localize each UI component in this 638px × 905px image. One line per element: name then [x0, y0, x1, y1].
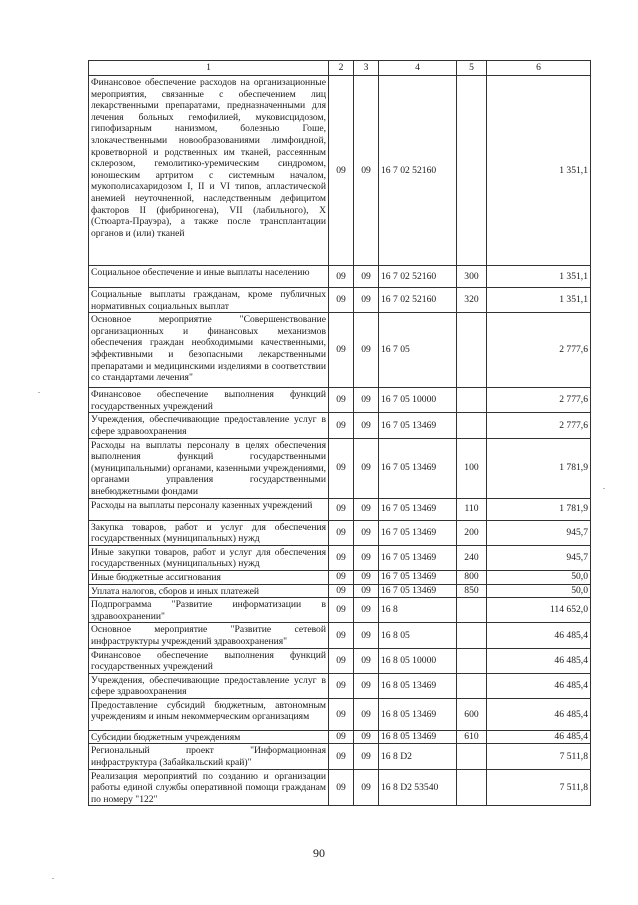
table-row: [89, 570, 591, 584]
item-name-cell: Закупка товаров, работ и услуг для обеспечения государственных (муниципальных) нужд: [89, 520, 329, 545]
item-name-cell: Уплата налогов, сборов и иных платежей: [89, 584, 329, 598]
target-article-cell: 16 7 05 13469: [379, 498, 457, 520]
code-subsection-cell: 09: [354, 730, 379, 744]
amount-cell: 7 511,8: [487, 744, 591, 769]
item-name-cell: Подпрограмма "Развитие информатизации в здравоохранении": [89, 598, 329, 623]
target-article-cell: 16 8 D2: [379, 744, 457, 769]
item-name-cell: Предоставление субсидий бюджетным, автономным учреждениям и иным некоммерческим организациям: [89, 698, 329, 730]
code-subsection-cell: 09: [354, 570, 379, 584]
target-article-cell: 16 8 05 13469: [379, 673, 457, 698]
amount-cell: 7 511,8: [487, 769, 591, 806]
expense-type-cell: 800: [457, 570, 487, 584]
amount-cell: 1 781,9: [487, 438, 591, 498]
item-name-cell: Финансовое обеспечение выполнения функций государственных учреждений: [89, 648, 329, 673]
target-article-cell: 16 8 05 13469: [379, 730, 457, 744]
header-col-3: 3: [354, 61, 379, 76]
code-subsection-cell: 09: [354, 598, 379, 623]
expense-type-cell: 610: [457, 730, 487, 744]
amount-cell: 1 351,1: [487, 288, 591, 313]
table-row: [89, 673, 591, 698]
table-row: [89, 413, 591, 438]
code-section-cell: 09: [329, 648, 354, 673]
header-col-5: 5: [457, 61, 487, 76]
table-row: [89, 598, 591, 623]
amount-cell: 2 777,6: [487, 313, 591, 388]
target-article-cell: 16 7 05 13469: [379, 570, 457, 584]
expense-type-cell: 240: [457, 545, 487, 570]
item-name-cell: Расходы на выплаты персоналу в целях обеспечения выполнения функций государственными (муниципальными) органами, казенными учреждениями, органами управления государственными внебюджетными фондами: [89, 438, 329, 498]
code-section-cell: 09: [329, 520, 354, 545]
code-subsection-cell: 09: [354, 673, 379, 698]
table-row: [89, 288, 591, 313]
target-article-cell: 16 7 05 10000: [379, 388, 457, 413]
expense-type-cell: 200: [457, 520, 487, 545]
code-subsection-cell: 09: [354, 623, 379, 648]
table-row: [89, 520, 591, 545]
code-subsection-cell: 09: [354, 698, 379, 730]
code-subsection-cell: 09: [354, 76, 379, 266]
code-section-cell: 09: [329, 598, 354, 623]
header-col-1: 1: [89, 61, 329, 76]
target-article-cell: 16 7 05 13469: [379, 438, 457, 498]
amount-cell: 50,0: [487, 584, 591, 598]
table-row: [89, 698, 591, 730]
table-row: [89, 76, 591, 266]
code-subsection-cell: 09: [354, 388, 379, 413]
target-article-cell: 16 8 05 13469: [379, 698, 457, 730]
item-name-cell: Региональный проект "Информационная инфраструктура (Забайкальский край)": [89, 744, 329, 769]
expense-type-cell: [457, 648, 487, 673]
amount-cell: 945,7: [487, 520, 591, 545]
budget-table: [88, 60, 591, 806]
code-section-cell: 09: [329, 673, 354, 698]
expense-type-cell: 600: [457, 698, 487, 730]
scan-speck: [38, 392, 40, 393]
code-subsection-cell: 09: [354, 438, 379, 498]
table-row: [89, 769, 591, 806]
amount-cell: 945,7: [487, 545, 591, 570]
expense-type-cell: [457, 598, 487, 623]
item-name-cell: Расходы на выплаты персоналу казенных учреждений: [89, 498, 329, 520]
code-section-cell: 09: [329, 744, 354, 769]
code-section-cell: 09: [329, 438, 354, 498]
code-subsection-cell: 09: [354, 584, 379, 598]
expense-type-cell: [457, 76, 487, 266]
header-col-6: 6: [487, 61, 591, 76]
code-subsection-cell: 09: [354, 545, 379, 570]
item-name-cell: Основное мероприятие "Совершенствование организационных и финансовых механизмов обеспечения граждан необходимыми качественными, эффективными и безопасными лекарственными препаратами и медицинскими изделиями в соответствии со стандартами лечения": [89, 313, 329, 388]
amount-cell: 2 777,6: [487, 413, 591, 438]
target-article-cell: 16 7 05 13469: [379, 545, 457, 570]
table-row: [89, 584, 591, 598]
code-section-cell: 09: [329, 570, 354, 584]
expense-type-cell: [457, 313, 487, 388]
target-article-cell: 16 7 02 52160: [379, 288, 457, 313]
code-section-cell: 09: [329, 313, 354, 388]
amount-cell: 1 351,1: [487, 76, 591, 266]
amount-cell: 1 781,9: [487, 498, 591, 520]
target-article-cell: 16 7 05: [379, 313, 457, 388]
code-subsection-cell: 09: [354, 648, 379, 673]
code-section-cell: 09: [329, 545, 354, 570]
target-article-cell: 16 8 D2 53540: [379, 769, 457, 806]
scan-speck: [603, 488, 605, 489]
target-article-cell: 16 7 05 13469: [379, 520, 457, 545]
header-col-4: 4: [379, 61, 457, 76]
code-section-cell: 09: [329, 584, 354, 598]
table-header-row: [89, 61, 591, 76]
amount-cell: 50,0: [487, 570, 591, 584]
table-row: [89, 623, 591, 648]
target-article-cell: 16 8 05: [379, 623, 457, 648]
expense-type-cell: [457, 388, 487, 413]
item-name-cell: Реализация мероприятий по созданию и организации работы единой службы оперативной помощи гражданам по номеру "122": [89, 769, 329, 806]
code-subsection-cell: 09: [354, 520, 379, 545]
target-article-cell: 16 7 02 52160: [379, 76, 457, 266]
code-subsection-cell: 09: [354, 266, 379, 288]
amount-cell: 46 485,4: [487, 623, 591, 648]
code-section-cell: 09: [329, 288, 354, 313]
item-name-cell: Учреждения, обеспечивающие предоставление услуг в сфере здравоохранения: [89, 673, 329, 698]
amount-cell: 46 485,4: [487, 698, 591, 730]
amount-cell: 46 485,4: [487, 673, 591, 698]
item-name-cell: Иные закупки товаров, работ и услуг для обеспечения государственных (муниципальных) нужд: [89, 545, 329, 570]
code-section-cell: 09: [329, 388, 354, 413]
amount-cell: 114 652,0: [487, 598, 591, 623]
code-subsection-cell: 09: [354, 288, 379, 313]
expense-type-cell: 110: [457, 498, 487, 520]
header-col-2: 2: [329, 61, 354, 76]
expense-type-cell: 850: [457, 584, 487, 598]
expense-type-cell: [457, 769, 487, 806]
expense-type-cell: [457, 623, 487, 648]
table-row: [89, 266, 591, 288]
code-section-cell: 09: [329, 266, 354, 288]
amount-cell: 1 351,1: [487, 266, 591, 288]
expense-type-cell: 300: [457, 266, 487, 288]
table-row: [89, 388, 591, 413]
item-name-cell: Учреждения, обеспечивающие предоставление услуг в сфере здравоохранения: [89, 413, 329, 438]
code-section-cell: 09: [329, 498, 354, 520]
target-article-cell: 16 7 05 13469: [379, 584, 457, 598]
code-subsection-cell: 09: [354, 498, 379, 520]
target-article-cell: 16 8 05 10000: [379, 648, 457, 673]
expense-type-cell: [457, 744, 487, 769]
table-row: [89, 648, 591, 673]
target-article-cell: 16 7 02 52160: [379, 266, 457, 288]
table-row: [89, 545, 591, 570]
item-name-cell: Социальное обеспечение и иные выплаты населению: [89, 266, 329, 288]
item-name-cell: Социальные выплаты гражданам, кроме публичных нормативных социальных выплат: [89, 288, 329, 313]
code-subsection-cell: 09: [354, 313, 379, 388]
item-name-cell: Субсидии бюджетным учреждениям: [89, 730, 329, 744]
page-number: 90: [313, 846, 325, 860]
item-name-cell: Основное мероприятие "Развитие сетевой инфраструктуры учреждений здравоохранения": [89, 623, 329, 648]
table-row: [89, 744, 591, 769]
item-name-cell: Финансовое обеспечение расходов на организационные мероприятия, связанные с обеспечением лиц лекарственными препаратами, предназначенными для лечения больных гемофилией, муковисцидозом, гипофизарным нанизмом, болезнью Гоше, злокачественными новообразованиями лимфоидной, кроветворной и родственных им тканей, рассеянным склерозом, гемолитико-уремическим синдромом, юношеским артритом с системным началом, мукополисахаридозом I, II и VI типов, апластической анемией неуточненной, наследственным дефицитом факторов II (фибриногена), VII (лабильного), X (Стюарта-Прауэра), а также после трансплантации органов и (или) тканей: [89, 76, 329, 266]
item-name-cell: Финансовое обеспечение выполнения функций государственных учреждений: [89, 388, 329, 413]
expense-type-cell: 100: [457, 438, 487, 498]
target-article-cell: 16 8: [379, 598, 457, 623]
code-subsection-cell: 09: [354, 769, 379, 806]
amount-cell: 46 485,4: [487, 648, 591, 673]
table-row: [89, 313, 591, 388]
table-row: [89, 438, 591, 498]
expense-type-cell: [457, 413, 487, 438]
scan-speck: [52, 878, 54, 879]
code-section-cell: 09: [329, 623, 354, 648]
item-name-cell: Иные бюджетные ассигнования: [89, 570, 329, 584]
table-row: [89, 498, 591, 520]
table-row: [89, 730, 591, 744]
code-section-cell: 09: [329, 76, 354, 266]
code-section-cell: 09: [329, 413, 354, 438]
code-subsection-cell: 09: [354, 413, 379, 438]
code-section-cell: 09: [329, 769, 354, 806]
expense-type-cell: 320: [457, 288, 487, 313]
amount-cell: 46 485,4: [487, 730, 591, 744]
code-subsection-cell: 09: [354, 744, 379, 769]
amount-cell: 2 777,6: [487, 388, 591, 413]
code-section-cell: 09: [329, 730, 354, 744]
code-section-cell: 09: [329, 698, 354, 730]
target-article-cell: 16 7 05 13469: [379, 413, 457, 438]
expense-type-cell: [457, 673, 487, 698]
